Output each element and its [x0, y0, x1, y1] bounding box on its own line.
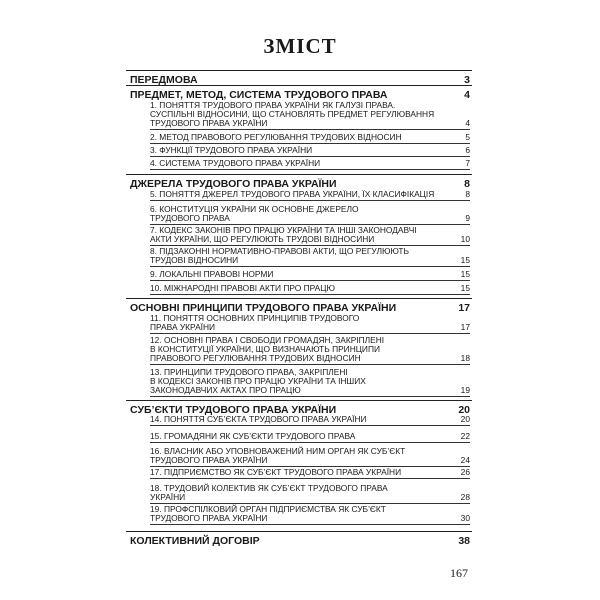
- toc-entry-line: В КОНСТИТУЦІЇ УКРАЇНИ, ЩО ВИЗНАЧАЮТЬ ПРИНЦИПИ: [150, 344, 380, 354]
- toc-entry-line: 4. СИСТЕМА ТРУДОВОГО ПРАВА УКРАЇНИ: [150, 158, 321, 168]
- toc-leader-line: [150, 425, 470, 426]
- toc-page-number: 17: [458, 302, 470, 314]
- toc-section: [126, 531, 472, 546]
- toc-entry-title: [150, 270, 450, 279]
- toc-entry-line: 10. МІЖНАРОДНІ ПРАВОВІ АКТИ ПРО ПРАЦЮ: [150, 283, 335, 293]
- toc-entry-title: [150, 314, 450, 332]
- toc-page-number: 10: [460, 234, 470, 244]
- toc-entry-title: [150, 447, 450, 465]
- toc-entry-title: [150, 284, 450, 293]
- toc-page-number: 24: [460, 455, 470, 465]
- toc-entry-title: [150, 336, 450, 363]
- toc-entry-line: ПЕРЕДМОВА: [130, 74, 198, 86]
- toc-item: [126, 314, 472, 334]
- toc-item: [126, 484, 472, 504]
- toc-item: [126, 205, 472, 225]
- toc-section: [126, 298, 472, 313]
- toc-entry-title: [150, 205, 450, 223]
- toc-entry-line: 18. ТРУДОВИЙ КОЛЕКТИВ ЯК СУБ’ЄКТ ТРУДОВОГО ПРАВА: [150, 483, 388, 493]
- toc-entry-title: [150, 146, 450, 155]
- toc-section: [126, 70, 472, 85]
- toc-entry-line: 8. ПІДЗАКОННІ НОРМАТИВНО-ПРАВОВІ АКТИ, ЩО РЕГУЛЮЮТЬ: [150, 246, 410, 256]
- toc-page-number: 7: [465, 158, 470, 168]
- toc-entry-title: [150, 190, 450, 199]
- toc-entry-line: ТРУДОВОГО ПРАВА УКРАЇНИ: [150, 513, 268, 523]
- toc-entry-line: 17. ПІДПРИЄМСТВО ЯК СУБ’ЄКТ ТРУДОВОГО ПРАВА УКРАЇНИ: [150, 467, 402, 477]
- toc-page-number: 28: [460, 492, 470, 502]
- toc-section: [126, 400, 472, 415]
- toc-entry-line: 1. ПОНЯТТЯ ТРУДОВОГО ПРАВА УКРАЇНИ ЯК ГАЛУЗІ ПРАВА.: [150, 100, 396, 110]
- toc-entry-title: [150, 468, 450, 477]
- toc-entry-line: 14. ПОНЯТТЯ СУБ’ЄКТА ТРУДОВОГО ПРАВА УКРАЇНИ: [150, 414, 367, 424]
- toc-page-number: 8: [464, 178, 470, 190]
- toc-section: [126, 85, 472, 100]
- toc-item: [126, 505, 472, 525]
- toc-entry-line: ТРУДОВОГО ПРАВА: [150, 213, 230, 223]
- toc-page-number: 26: [460, 467, 470, 477]
- toc-entry-line: СУБ’ЄКТИ ТРУДОВОГО ПРАВА УКРАЇНИ: [130, 404, 337, 416]
- toc-item: [126, 468, 472, 479]
- toc-item: [126, 336, 472, 365]
- toc-leader-line: [150, 442, 470, 443]
- toc-entry-line: 7. КОДЕКС ЗАКОНІВ ПРО ПРАЦЮ УКРАЇНИ ТА ІНШІ ЗАКОНОДАВЧІ: [150, 225, 417, 235]
- toc-page-number: 22: [460, 431, 470, 441]
- toc-section: [126, 174, 472, 189]
- toc-item: [126, 101, 472, 130]
- toc-page-number: 8: [465, 189, 470, 199]
- toc-entry-title: [150, 505, 450, 523]
- toc-page-number: 4: [464, 89, 470, 101]
- toc-item: [126, 190, 472, 201]
- toc-entry-line: 2. МЕТОД ПРАВОВОГО РЕГУЛЮВАННЯ ТРУДОВИХ ВІДНОСИН: [150, 132, 402, 142]
- toc-page-number: 9: [465, 213, 470, 223]
- toc-leader-line: [150, 143, 470, 144]
- toc-item: [126, 226, 472, 246]
- toc-page-number: 38: [458, 535, 470, 547]
- toc-leader-line: [150, 364, 470, 365]
- toc-entry-line: 13. ПРИНЦИПИ ТРУДОВОГО ПРАВА, ЗАКРІПЛЕНІ: [150, 367, 348, 377]
- toc-item: [126, 284, 472, 295]
- toc-entry-line: СУСПІЛЬНІ ВІДНОСИНИ, ЩО СТАНОВЛЯТЬ ПРЕДМЕТ РЕГУЛЮВАННЯ: [150, 109, 435, 119]
- toc-item: [126, 247, 472, 267]
- toc-item: [126, 368, 472, 397]
- toc-item: [126, 447, 472, 467]
- toc-entry-line: 19. ПРОФСПІЛКОВИЙ ОРГАН ПІДПРИЄМСТВА ЯК СУБ’ЄКТ: [150, 504, 386, 514]
- toc-page-number: 19: [460, 385, 470, 395]
- toc-entry-line: В КОДЕКСІ ЗАКОНІВ ПРО ПРАЦЮ УКРАЇНИ ТА ІНШИХ: [150, 376, 366, 386]
- toc-leader-line: [150, 266, 470, 267]
- toc-page-number: 20: [458, 404, 470, 416]
- toc-page-number: 6: [465, 145, 470, 155]
- toc-entry-line: 5. ПОНЯТТЯ ДЖЕРЕЛ ТРУДОВОГО ПРАВА УКРАЇНИ, ЇХ КЛАСИФІКАЦІЯ: [150, 189, 435, 199]
- toc-page-number: 30: [460, 513, 470, 523]
- toc-entry-line: 3. ФУНКЦІЇ ТРУДОВОГО ПРАВА УКРАЇНИ: [150, 145, 313, 155]
- toc-entry-line: ПРАВОВОГО РЕГУЛЮВАННЯ ТРУДОВИХ ВІДНОСИН: [150, 353, 361, 363]
- toc-page-number: 15: [460, 283, 470, 293]
- toc-leader-line: [150, 478, 470, 479]
- toc-page-number: 20: [460, 414, 470, 424]
- toc-entry-line: 15. ГРОМАДЯНИ ЯК СУБ’ЄКТИ ТРУДОВОГО ПРАВА: [150, 431, 356, 441]
- toc-entry-line: 12. ОСНОВНІ ПРАВА І СВОБОДИ ГРОМАДЯН, ЗАКРІПЛЕНІ: [150, 335, 385, 345]
- toc-leader-line: [150, 129, 470, 130]
- toc-entry-line: АКТИ УКРАЇНИ, ЩО РЕГУЛЮЮТЬ ТРУДОВІ ВІДНОСИНИ: [150, 234, 375, 244]
- toc-entry-line: ТРУДОВІ ВІДНОСИНИ: [150, 255, 239, 265]
- toc-entry-title: [150, 159, 450, 168]
- page-title: ЗМІСТ: [263, 34, 337, 58]
- toc-entry-line: ПРЕДМЕТ, МЕТОД, СИСТЕМА ТРУДОВОГО ПРАВА: [130, 89, 388, 101]
- toc-entry-line: 9. ЛОКАЛЬНІ ПРАВОВІ НОРМИ: [150, 269, 274, 279]
- toc-item: [126, 415, 472, 426]
- toc-leader-line: [150, 333, 470, 334]
- toc-entry-line: УКРАЇНИ: [150, 492, 186, 502]
- toc-leader-line: [150, 200, 470, 201]
- toc-entry-title: [130, 535, 260, 547]
- toc-item: [126, 133, 472, 144]
- toc-page-number: 18: [460, 353, 470, 363]
- toc-entry-line: ОСНОВНІ ПРИНЦИПИ ТРУДОВОГО ПРАВА УКРАЇНИ: [130, 302, 397, 314]
- toc-page-number: 15: [460, 255, 470, 265]
- toc-entry-line: 16. ВЛАСНИК АБО УПОВНОВАЖЕНИЙ НИМ ОРГАН ЯК СУБ’ЄКТ: [150, 446, 406, 456]
- toc-leader-line: [150, 280, 470, 281]
- toc-entry-title: [150, 133, 450, 142]
- toc-entry-line: ДЖЕРЕЛА ТРУДОВОГО ПРАВА УКРАЇНИ: [130, 178, 337, 190]
- toc-leader-line: [150, 294, 470, 295]
- toc-page-number: 5: [465, 132, 470, 142]
- toc-leader-line: [150, 156, 470, 157]
- toc-entry-line: ПРАВА УКРАЇНИ: [150, 322, 216, 332]
- toc-leader-line: [150, 169, 470, 170]
- toc-item: [126, 159, 472, 170]
- toc-entry-title: [150, 368, 450, 395]
- toc-page-number: 3: [464, 74, 470, 86]
- toc-entry-title: [150, 247, 450, 265]
- toc-entry-line: КОЛЕКТИВНИЙ ДОГОВІР: [130, 535, 260, 547]
- toc-entry-title: [150, 226, 450, 244]
- toc-entry-title: [150, 484, 450, 502]
- toc-entry-line: ТРУДОВОГО ПРАВА УКРАЇНИ: [150, 455, 268, 465]
- toc-entry-line: ТРУДОВОГО ПРАВА УКРАЇНИ: [150, 118, 268, 128]
- toc-item: [126, 270, 472, 281]
- toc-item: [126, 432, 472, 443]
- toc-entry-line: 6. КОНСТИТУЦІЯ УКРАЇНИ ЯК ОСНОВНЕ ДЖЕРЕЛО: [150, 204, 359, 214]
- toc-entry-title: [150, 101, 450, 128]
- toc-page-number: 4: [465, 118, 470, 128]
- page-number: 167: [450, 566, 468, 580]
- toc-item: [126, 146, 472, 157]
- toc-entry-line: 11. ПОНЯТТЯ ОСНОВНИХ ПРИНЦИПІВ ТРУДОВОГО: [150, 313, 360, 323]
- toc-leader-line: [150, 524, 470, 525]
- toc-entry-title: [150, 432, 450, 441]
- toc-page-number: 15: [460, 269, 470, 279]
- toc-entry-title: [150, 415, 450, 424]
- toc-leader-line: [150, 396, 470, 397]
- toc-entry-line: ЗАКОНОДАВЧИХ АКТАХ ПРО ПРАЦЮ: [150, 385, 301, 395]
- toc-page-number: 17: [460, 322, 470, 332]
